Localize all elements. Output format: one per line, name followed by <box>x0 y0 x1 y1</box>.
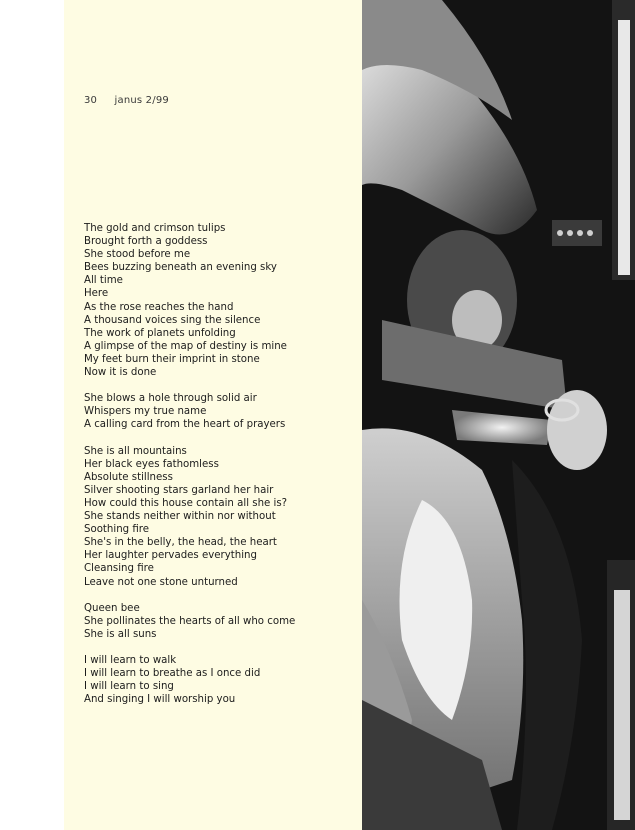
poem-line: Queen bee <box>84 602 140 614</box>
page-margin <box>0 0 64 830</box>
poem-line: The gold and crimson tulips <box>84 223 226 234</box>
poem-line: Soothing fire <box>84 524 150 536</box>
poem-line: Leave not one stone unturned <box>84 576 238 588</box>
poem-line: She is all mountains <box>84 445 187 457</box>
poem-line: Here <box>84 288 109 300</box>
page-number: 30 <box>84 95 98 106</box>
poem-line: Silver shooting stars garland her hair <box>84 484 274 496</box>
poem-line: Brought forth a goddess <box>84 236 208 248</box>
poem-line: Her laughter pervades everything <box>84 550 257 562</box>
journal-issue: janus 2/99 <box>114 95 169 106</box>
poem-line: She's in the belly, the head, the heart <box>84 537 277 549</box>
poem-line: How could this house contain all she is? <box>84 497 288 509</box>
poem-body <box>84 222 356 720</box>
poem-line: As the rose reaches the hand <box>84 301 234 313</box>
poem-line: She blows a hole through solid air <box>84 393 257 405</box>
poem-line: Bees buzzing beneath an evening sky <box>84 262 277 274</box>
poem-line: I will learn to breathe as I once did <box>84 668 261 680</box>
poem-line: Whispers my true name <box>84 406 207 418</box>
running-header <box>84 95 169 106</box>
poem-stanza <box>84 654 356 706</box>
poem-line: And singing I will worship you <box>84 694 236 706</box>
poem-line: She stands neither within nor without <box>84 511 276 523</box>
poem-line: A calling card from the heart of prayers <box>84 419 286 431</box>
poem-stanza <box>84 602 356 641</box>
poem-line: The work of planets unfolding <box>84 327 236 339</box>
poem-line: Cleansing fire <box>84 563 154 575</box>
poem-line: Absolute stillness <box>84 471 173 483</box>
poem-line: She is all suns <box>84 628 157 640</box>
poem-line: I will learn to walk <box>84 655 177 667</box>
poem-line: A thousand voices sing the silence <box>84 314 261 326</box>
poem-line: I will learn to sing <box>84 681 174 693</box>
poem-line: She pollinates the hearts of all who come <box>84 615 296 627</box>
poem-stanza <box>84 222 356 379</box>
bw-photo-figure-icon <box>362 0 635 830</box>
poem-stanza <box>84 445 356 589</box>
poem-line: A glimpse of the map of destiny is mine <box>84 340 287 352</box>
poem-line: Her black eyes fathomless <box>84 458 219 470</box>
poem-line: She stood before me <box>84 249 191 261</box>
poem-line: My feet burn their imprint in stone <box>84 353 260 365</box>
poem-line: All time <box>84 275 123 287</box>
photograph <box>362 0 635 830</box>
poem-line: Now it is done <box>84 367 157 379</box>
poem-stanza <box>84 392 356 431</box>
